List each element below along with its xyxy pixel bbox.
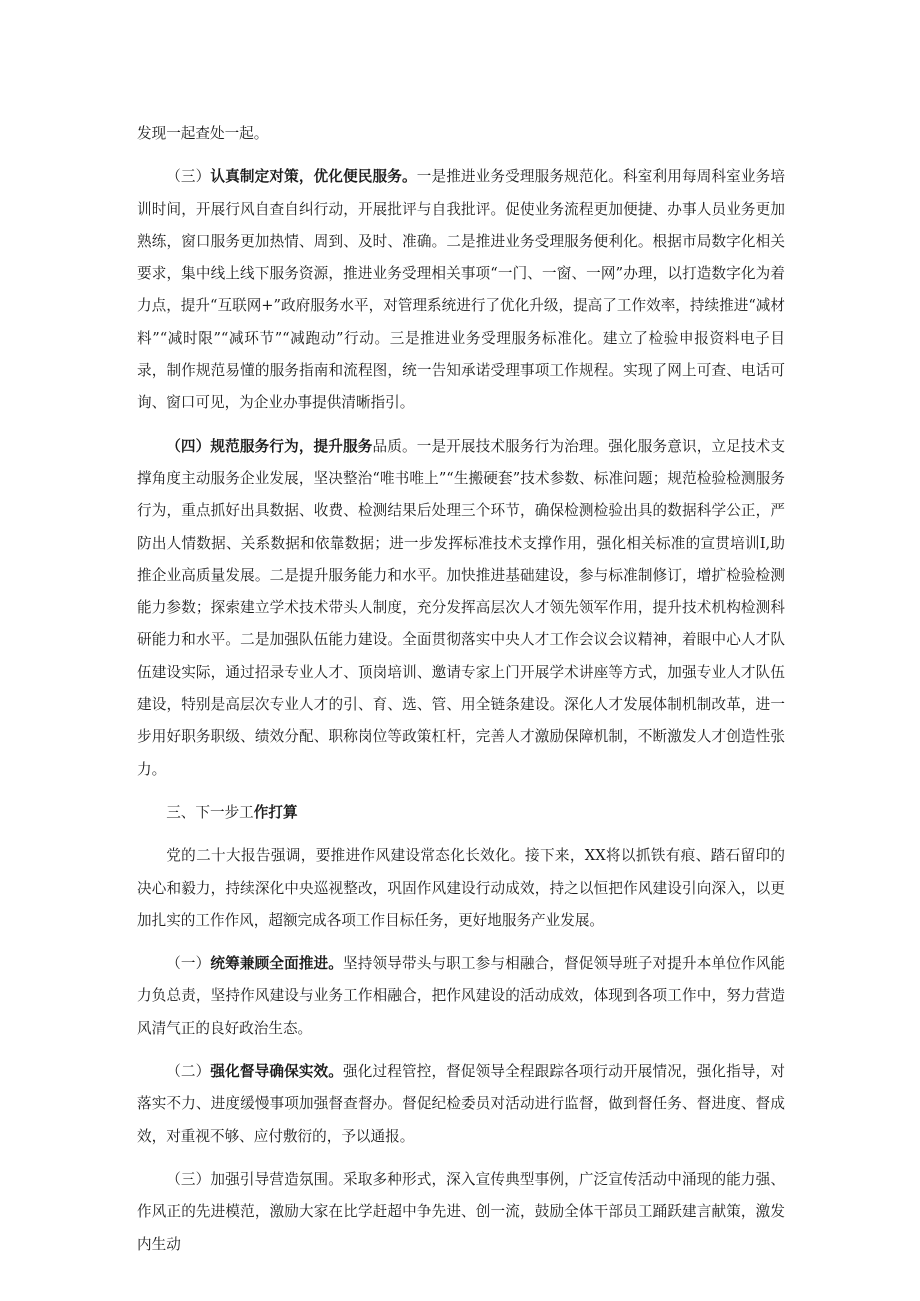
section-body: 品质。一是开展技术服务行为治理。强化服务意识，立足技术支撑角度主动服务企业发展，坚决整治“唯书唯上”“生搬硬套”技术参数、标准问题；规范检验检测服务行为，重点抓好出具数据、收费、检测结果后处理三个环节，确保检测检验出具的数据科学公正，严防出人情数据、关系数据和依靠数据；进一步发挥标准技术支撑作用，强化相关标准的宣贯培训I,助推企业高质量发展。二是提升服务能力和水平。加快推进基础建设，参与标准制修订，增扩检验检测能力参数；探索建立学术技术带头人制度，充分发挥高层次人才领先领军作用，提升技术机构检测科研能力和水平。二是加强队伍能力建设。全面贯彻落实中央人才工作会议会议精神，着眼中心人才队伍建设实际，通过招录专业人才、顶岗培训、邀请专家上门开展学术讲座等方式，加强专业人才队伍建设，特别是高层次专业人才的引、育、选、管、用全链条建设。深化人才发展体制机制改革，进一步用好职务职级、绩效分配、职称岗位等政策杠杆，完善人才激励保障机制，不断激发人才创造性张力。 — [137, 437, 785, 778]
paragraph-section-3 — [137, 161, 785, 419]
item-number: （二） — [166, 1063, 211, 1081]
document-page — [137, 118, 785, 1272]
paragraph-item-3: （三）加强引导营造氛围。采取多种形式，深入宣传典型事例，广泛宣传活动中涌现的能力强、作风正的先进模范，激励大家在比学赶超中争先进、创一流，鼓励全体干部员工踊跃建言献策，激发内生动 — [137, 1170, 785, 1253]
paragraph-continuation: 发现一起查处一起。 — [137, 125, 269, 142]
paragraph-item-2 — [137, 1056, 785, 1153]
paragraph-item-1 — [137, 948, 785, 1045]
section-title: 认真制定对策，优化便民服务。 — [210, 168, 417, 186]
item-title: 强化督导确保实效。 — [210, 1063, 344, 1081]
heading-tail: 作打算 — [253, 803, 298, 821]
heading-next-steps — [137, 797, 785, 829]
item-body: 强化过程管控，督促领导全程跟踪各项行动开展情况，强化指导，对落实不力、进度缓慢事项加强督查督办。督促纪检委员对活动进行监督，做到督任务、督进度、督成效，对重视不够、应付敷衍的，予以通报。 — [137, 1063, 785, 1145]
item-body: 坚持领导带头与职工参与相融合，督促领导班子对提升本单位作风能力负总责，坚持作风建设与业务工作相融合，把作风建设的活动成效，体现到各项工作中，努力营造风清气正的良好政治生态。 — [137, 955, 785, 1037]
heading-lead: 三、下一步工 — [166, 803, 254, 821]
paragraph-section-4 — [137, 431, 785, 786]
section-number: （三） — [166, 168, 211, 186]
section-body: 一是推进业务受理服务规范化。科室利用每周科室业务培训时间，开展行风自查自纠行动，开展批评与自我批评。促使业务流程更加便捷、办事人员业务更加熟练，窗口服务更加热情、周到、及时、准确。二是推进业务受理服务便利化。根据市局数字化相关要求，集中线上线下服务资源，推进业务受理相关事项“一门、一窗、一网”办理，以打造数字化为着力点，提升“互联网+”政府服务水平，对管理系统进行了优化升级，提高了工作效率，持续推进“减材料”“减时限”“减环节”“减跑动”行动。三是推进业务受理服务标准化。建立了检验申报资料电子目录，制作规范易懂的服务指南和流程图，统一告知承诺受理事项工作规程。实现了网上可查、电话可询、窗口可见，为企业办事提供清晰指引。 — [137, 168, 785, 412]
item-number: （一） — [166, 955, 211, 973]
paragraph-intro: 党的二十大报告强调，要推进作风建设常态化长效化。接下来，XX将以抓铁有痕、踏石留印的决心和毅力，持续深化中央巡视整改，巩固作风建设行动成效，持之以恒把作风建设引向深入，以更加扎实的工作作风，超额完成各项工作目标任务，更好地服务产业发展。 — [137, 847, 785, 929]
item-title: 统筹兼顾全面推进。 — [210, 955, 344, 973]
section-title: （四）规范服务行为，提升服务 — [166, 437, 373, 455]
